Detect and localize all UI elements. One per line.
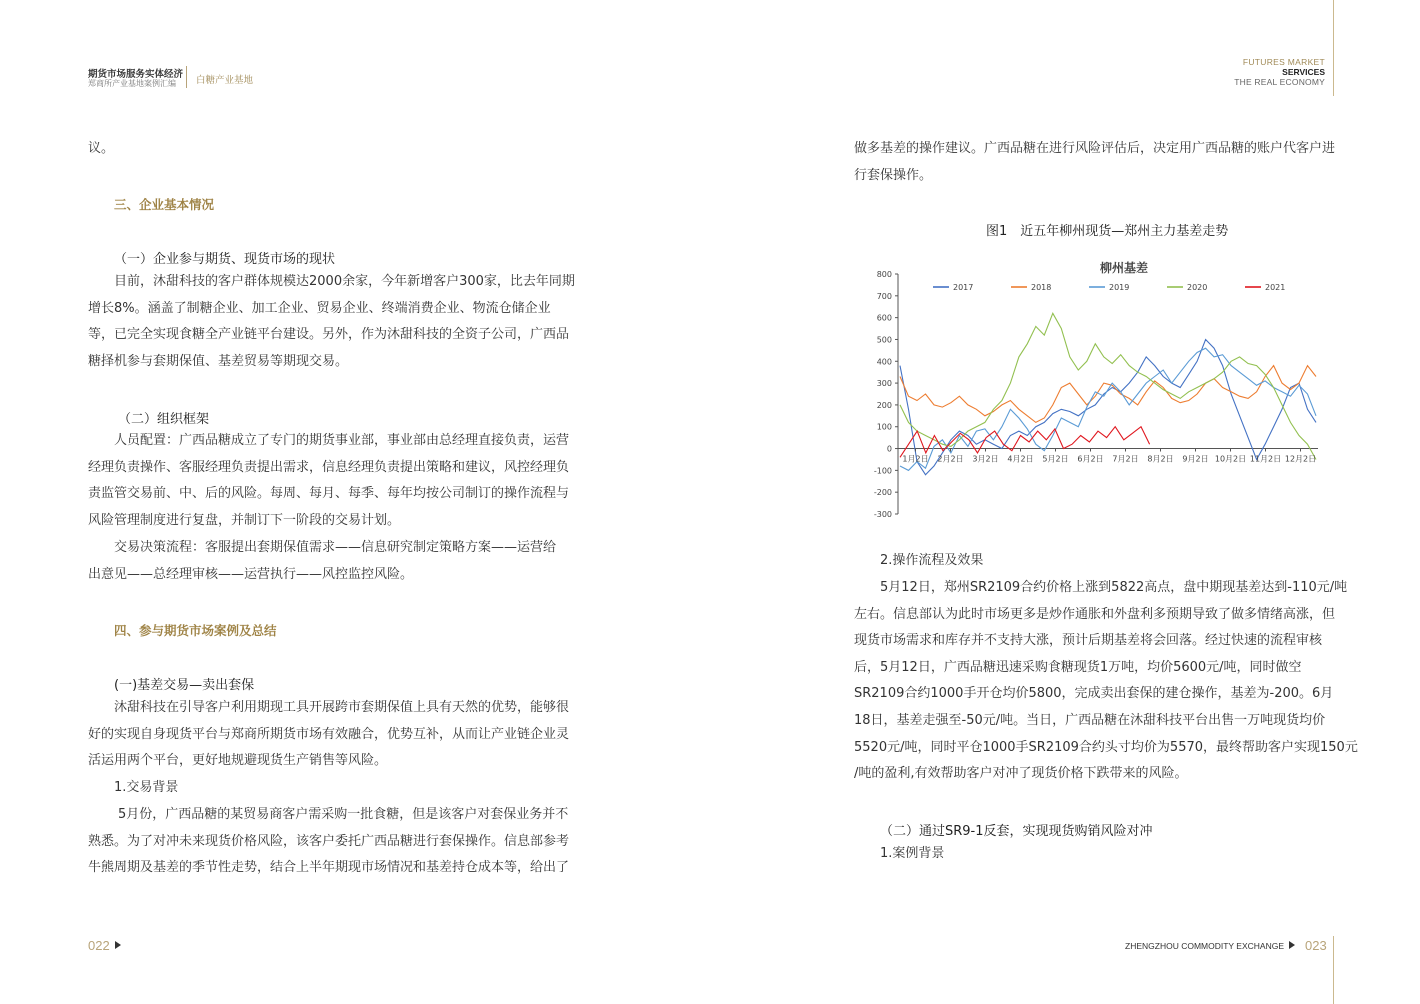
y-tick-label: -200 (873, 488, 892, 498)
x-tick-label: 8月2日 (1147, 454, 1174, 464)
x-tick-label: 7月2日 (1112, 454, 1139, 464)
text-line: 人员配置：广西品糖成立了专门的期货事业部，事业部由总经理直接负责，运营 (114, 433, 570, 448)
subheading-operation: 2.操作流程及效果 (880, 553, 984, 568)
right-paragraph-0 (854, 136, 1335, 189)
chart-x-ticks (902, 449, 1316, 464)
x-tick-label: 6月2日 (1077, 454, 1104, 464)
legend-label: 2021 (1265, 283, 1286, 292)
figure-caption: 图1 近五年柳州现货—郑州主力基差走势 (986, 224, 1229, 239)
text-line: 交易决策流程：客服提出套期保值需求——信息研究制定策略方案——运营给 (114, 540, 557, 555)
x-tick-label: 9月2日 (1182, 454, 1209, 464)
left-paragraph-3 (88, 535, 556, 588)
x-tick-label: 4月2日 (1007, 454, 1034, 464)
text-line: 风险管理制度进行复盘，并制订下一阶段的交易计划。 (88, 512, 401, 528)
text-line: 目前，沐甜科技的客户群体规模达2000余家，今年新增客户300家，比去年同期 (114, 274, 575, 289)
chart-title: 柳州基差 (1099, 261, 1149, 275)
page-number-left: 022 (88, 938, 110, 953)
right-margin-rule-bottom (1333, 936, 1334, 1004)
y-tick-label: 400 (876, 357, 892, 367)
y-tick-label: 0 (886, 444, 892, 454)
x-tick-label: 5月2日 (1042, 454, 1069, 464)
page-arrow-right-icon (1289, 941, 1295, 949)
text-line: 18日，基差走强至-50元/吨。当日，广西品糖在沐甜科技平台出售一万吨现货均价 (854, 712, 1326, 728)
y-tick-label: 100 (876, 422, 892, 432)
text-line: 等，已完全实现食糖全产业链平台建设。另外，作为沐甜科技的全资子公司，广西品 (88, 327, 570, 343)
left-paragraph-0: 议。 (88, 141, 115, 156)
x-tick-label: 3月2日 (972, 454, 999, 464)
x-tick-label: 2月2日 (937, 454, 964, 464)
text-line: 5月份，广西品糖的某贸易商客户需采购一批食糖，但是该客户对套保业务并不 (118, 807, 569, 822)
text-line: 行套保操作。 (854, 167, 933, 183)
text-line: 5520元/吨，同时平仓1000手SR2109合约头寸均价为5570，最终帮助客户实现150元 (854, 739, 1358, 755)
left-paragraph-1 (88, 269, 575, 375)
left-paragraph-2 (88, 428, 569, 534)
text-line: 责监管交易前、中、后的风险。每周、每月、每季、每年均按公司制订的操作流程与 (88, 486, 570, 502)
page-arrow-left-icon (115, 941, 121, 949)
text-line: 左右。信息部认为此时市场更多是炒作通胀和外盘利多预期导致了做多情绪高涨，但 (854, 606, 1336, 622)
text-line: 熟悉。为了对冲未来现货价格风险，该客户委托广西品糖进行套保操作。信息部参考 (88, 833, 570, 849)
header-section: 白糖产业基地 (196, 75, 254, 86)
text-line: 后，5月12日，广西品糖迅速采购食糖现货1万吨，均价5600元/吨，同时做空 (854, 659, 1302, 675)
y-tick-label: 500 (876, 335, 892, 345)
text-line: 现货市场需求和库存并不支持大涨，预计后期基差将会回落。经过快速的流程审核 (854, 633, 1323, 649)
text-line: SR2109合约1000手开仓均价5800，完成卖出套保的建仓操作，基差为-200。6月 (854, 686, 1334, 702)
text-line: 牛熊周期及基差的季节性走势，结合上半年期现市场情况和基差持仓成本等，给出了 (88, 860, 570, 876)
x-tick-label: 1月2日 (902, 454, 929, 464)
y-tick-label: -100 (873, 466, 892, 476)
subheading-1: （一）企业参与期货、现货市场的现状 (114, 252, 336, 267)
series-line-2018 (900, 366, 1316, 423)
header-subtitle: 郑商所产业基地案例汇编 (88, 79, 176, 88)
text-line: 经理负责操作、客服经理负责提出需求，信息经理负责提出策略和建议，风控经理负 (88, 459, 570, 475)
x-tick-label: 12月2日 (1284, 454, 1317, 464)
brand-line-1: FUTURES MARKET (1242, 57, 1325, 67)
text-line: 增长8%。涵盖了制糖企业、加工企业、贸易企业、终端消费企业、物流仓储企业 (88, 300, 551, 316)
subheading-3: (一)基差交易—卖出套保 (114, 678, 255, 693)
left-paragraph-4 (88, 695, 569, 775)
subheading-sr9-1: （二）通过SR9-1反套，实现现货购销风险对冲 (880, 824, 1153, 839)
text-line: 做多基差的操作建议。广西品糖在进行风险评估后，决定用广西品糖的账户代客户进 (854, 141, 1336, 156)
text-line: 活运用两个平台，更好地规避现货生产销售等风险。 (88, 753, 388, 769)
chart-legend (933, 283, 1285, 292)
section-heading-3: 三、企业基本情况 (114, 197, 215, 212)
y-tick-label: -300 (873, 510, 892, 519)
header-divider (186, 66, 187, 88)
subheading-2: （二）组织框架 (118, 412, 210, 427)
subheading-4: 1.交易背景 (114, 780, 179, 795)
right-paragraph-1 (854, 575, 1358, 788)
brand-line-2: SERVICES (1282, 67, 1325, 77)
y-tick-label: 600 (876, 313, 892, 323)
footer-organization: ZHENGZHOU COMMODITY EXCHANGE (1125, 941, 1284, 951)
basis-line-chart (858, 252, 1330, 526)
text-line: /吨的盈利,有效帮助客户对冲了现货价格下跌带来的风险。 (854, 766, 1188, 782)
series-line-2020 (900, 313, 1316, 459)
text-line: 出意见——总经理审核——运营执行——风控监控风险。 (88, 566, 414, 582)
legend-label: 2017 (953, 283, 974, 292)
chart-series (900, 313, 1316, 474)
y-tick-label: 700 (876, 291, 892, 301)
y-tick-label: 200 (876, 400, 892, 410)
y-tick-label: 800 (876, 270, 892, 279)
page-number-right: 023 (1305, 938, 1327, 953)
section-heading-4: 四、参与期货市场案例及总结 (114, 623, 277, 638)
text-line: 5月12日，郑州SR2109合约价格上涨到5822高点，盘中期现基差达到-110元/吨 (880, 580, 1348, 595)
brand-line-3: THE REAL ECONOMY (1234, 77, 1325, 87)
right-margin-rule-top (1333, 0, 1334, 96)
x-tick-label: 10月2日 (1214, 454, 1247, 464)
subheading-case-background: 1.案例背景 (880, 846, 945, 861)
text-line: 沐甜科技在引导客户利用期现工具开展跨市套期保值上具有天然的优势，能够很 (114, 700, 570, 715)
text-line: 好的实现自身现货平台与郑商所期货市场有效融合，优势互补，从而让产业链企业灵 (88, 726, 570, 742)
legend-label: 2020 (1187, 283, 1208, 292)
y-tick-label: 300 (876, 379, 892, 389)
left-paragraph-5 (88, 802, 569, 882)
legend-label: 2019 (1109, 283, 1130, 292)
legend-label: 2018 (1031, 283, 1052, 292)
text-line: 糖择机参与套期保值、基差贸易等期现交易。 (88, 353, 349, 369)
x-tick-label: 11月2日 (1249, 454, 1282, 464)
header-title: 期货市场服务实体经济 (88, 69, 184, 80)
